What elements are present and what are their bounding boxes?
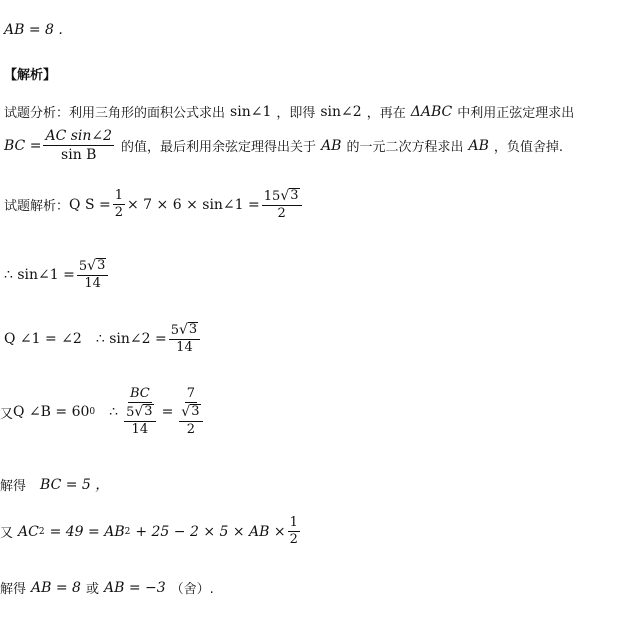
analysis-line-1 — [4, 102, 574, 121]
therefore-symbol: ∴ — [109, 404, 119, 420]
sin2-fraction: 5 √ 3 14 — [169, 322, 200, 355]
sine-rule-lhs-num: BC — [129, 386, 150, 401]
analysis-text-2: ，即得 — [276, 106, 316, 121]
solution-line — [4, 188, 304, 221]
bc-numerator: AC sin∠2 — [45, 128, 113, 144]
step-bc-result — [0, 474, 109, 494]
rhs-radicand: 3 — [191, 404, 200, 419]
area-lhs: Q S = — [69, 196, 111, 213]
step7-label: 解得 — [0, 582, 27, 597]
discard-note: （舍）. — [170, 582, 214, 597]
bc-denominator: sin B — [61, 147, 97, 163]
sin2-lhs: ∴ sin∠2 = — [95, 330, 167, 347]
cosine-mid: = 49 = AB — [49, 523, 125, 540]
half-fraction — [113, 189, 125, 220]
ab-negative: AB = −3 — [103, 579, 166, 596]
step-final — [0, 578, 214, 597]
bc-lhs: BC = — [4, 137, 42, 154]
solution-label: 试题解析： — [4, 199, 70, 214]
area-den: 2 — [277, 206, 286, 221]
ac-exponent: 2 — [38, 526, 45, 537]
analysis-line-2 — [4, 128, 563, 163]
sin-angle-1: sin∠1 — [230, 103, 272, 120]
cos-fraction — [288, 516, 300, 547]
sin-angle-2: sin∠2 — [320, 103, 362, 120]
sin1-fraction: 5 √ 3 14 — [77, 258, 108, 291]
rhs-num: 7 — [186, 386, 196, 401]
bc-fraction — [43, 128, 114, 163]
analysis-text-1: 利用三角形的面积公式求出 — [69, 106, 226, 121]
analysis-label: 试题分析： — [4, 106, 70, 121]
step6-prefix: 又 — [0, 526, 14, 541]
ab-symbol-2: AB — [468, 137, 489, 154]
analysis-text-5: 的值，最后利用余弦定理得出关于 — [121, 140, 317, 155]
answer-line — [4, 22, 63, 38]
sine-rule-rhs-inner: √ 3 2 — [179, 404, 202, 437]
area-mid: × 7 × 6 × sin∠1 = — [127, 196, 260, 213]
step-sin2 — [4, 322, 202, 355]
angle-equality: Q ∠1 = ∠2 — [4, 330, 82, 347]
bc-result: BC = 5 ， — [40, 477, 110, 493]
analysis-text-3: ，再在 — [366, 106, 406, 121]
sine-rule-rhs-fraction — [175, 387, 206, 437]
ab-positive: AB = 8 — [31, 579, 81, 596]
area-result-fraction: 15 √ 3 2 — [262, 188, 302, 221]
sin1-coef: 5 — [78, 259, 88, 274]
half-num: 1 — [114, 188, 123, 203]
ab-symbol-1: AB — [321, 137, 342, 154]
step-cosine-rule — [0, 516, 302, 547]
cos-den: 2 — [289, 532, 298, 547]
half-den: 2 — [114, 205, 123, 220]
analysis-text-4: 中利用正弦定理求出 — [457, 106, 575, 121]
angle-b-lhs: Q ∠B = 60 — [13, 404, 90, 420]
analysis-text-6: 的一元二次方程求出 — [346, 140, 464, 155]
step5-label: 解得 — [0, 478, 27, 494]
triangle-abc: ΔABC — [410, 103, 453, 120]
inner-den: 14 — [131, 422, 149, 437]
sin1-lhs: ∴ sin∠1 = — [4, 266, 75, 283]
area-radicand: 3 — [290, 188, 299, 203]
sin2-radicand: 3 — [188, 322, 198, 337]
step4-prefix: 又 — [0, 406, 14, 422]
equals-sign: = — [161, 404, 174, 420]
rhs-den: 2 — [186, 422, 196, 437]
sine-rule-inner-fraction: 5 √ 3 14 — [124, 404, 155, 437]
cos-num: 1 — [289, 515, 298, 530]
or-word: 或 — [85, 582, 99, 597]
degree-mark: 0 — [89, 407, 96, 417]
answer-expression: AB = 8 . — [4, 22, 63, 38]
cosine-tail: + 25 − 2 × 5 × AB × — [135, 523, 286, 540]
inner-radicand: 3 — [144, 404, 153, 419]
sin1-radicand: 3 — [97, 258, 106, 273]
analysis-text-7: ，负值舍掉. — [493, 140, 564, 155]
step-sine-rule — [0, 387, 209, 437]
ab-exponent: 2 — [124, 526, 131, 537]
sin2-coef: 5 — [170, 323, 179, 338]
area-coef: 15 — [263, 189, 281, 204]
ac-symbol: AC — [18, 523, 39, 540]
inner-coef: 5 — [126, 405, 135, 420]
sin1-den: 14 — [84, 276, 101, 291]
step-sin1 — [4, 258, 110, 291]
analysis-heading: 【解析】 — [4, 68, 57, 83]
sine-rule-lhs-fraction — [120, 387, 159, 437]
sin2-den: 14 — [176, 340, 193, 355]
